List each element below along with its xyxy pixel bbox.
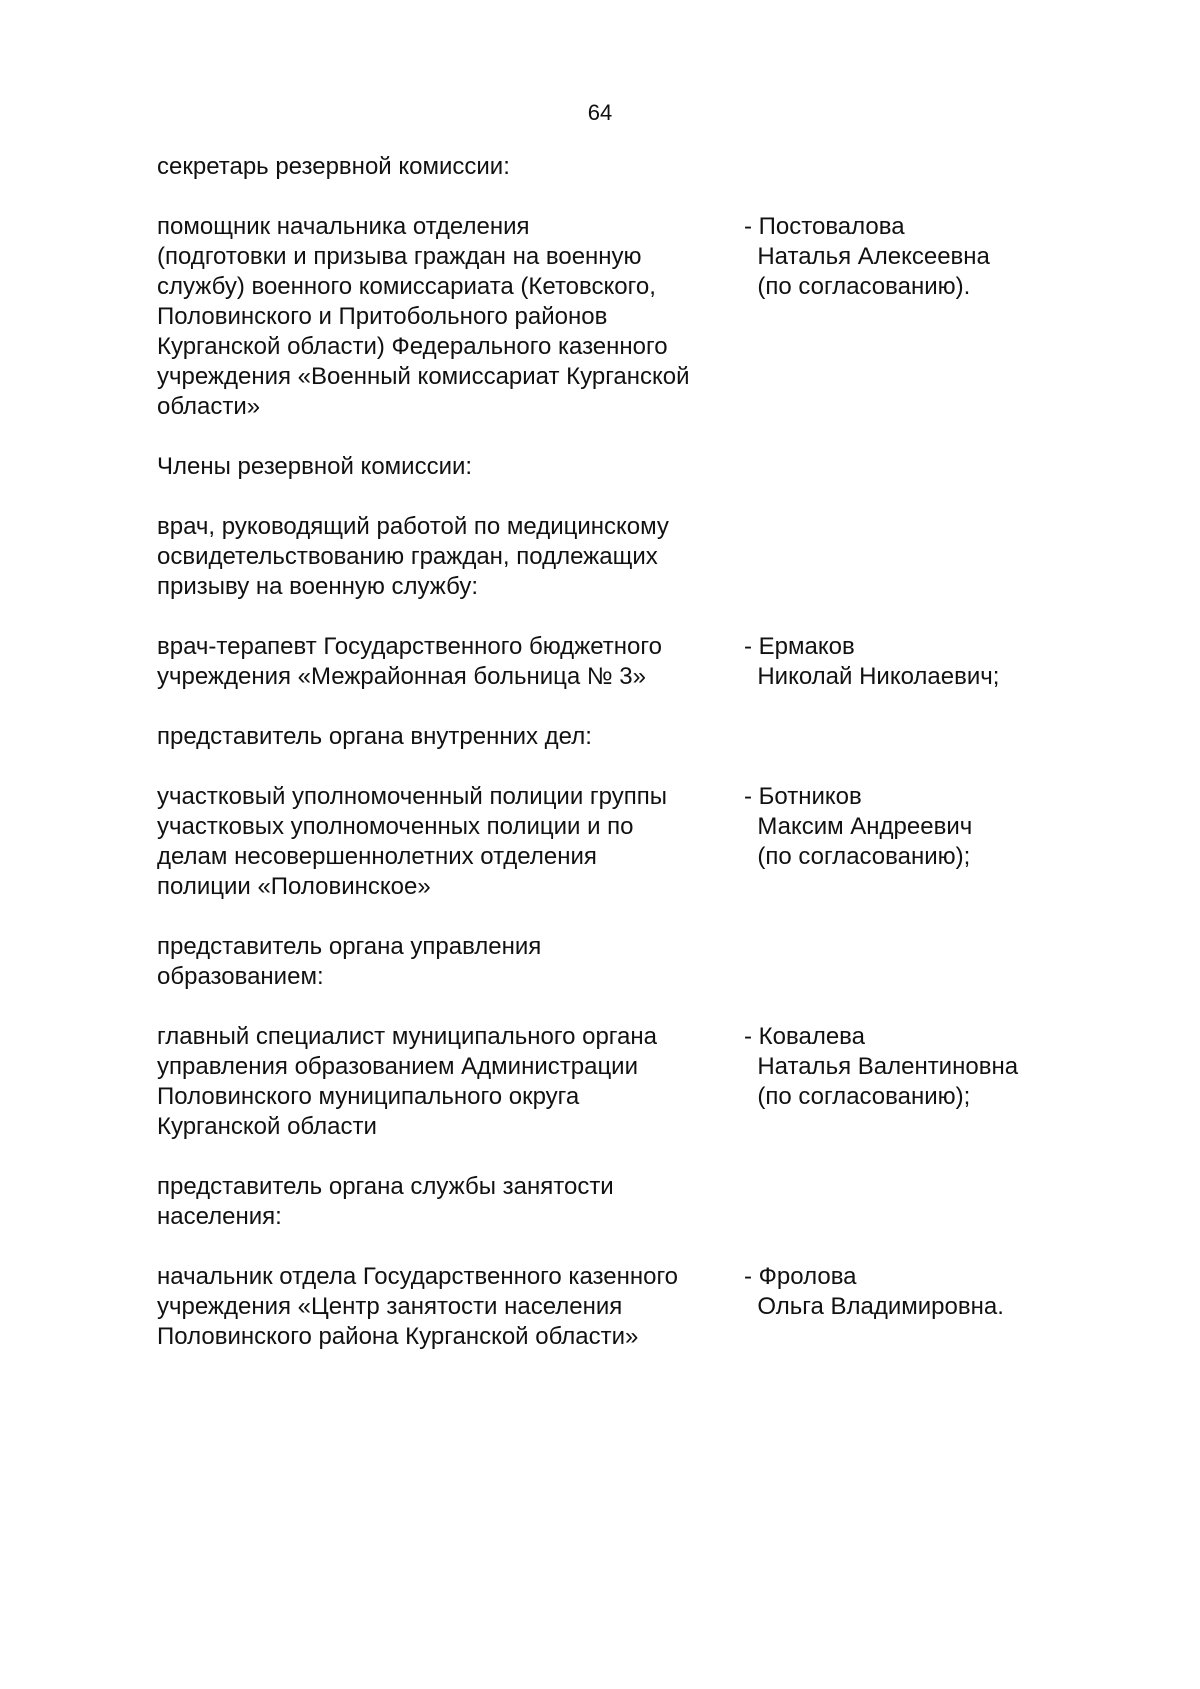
section-heading-education [157,932,757,992]
text-line: (по согласованию); [744,1083,971,1110]
text-line: Наталья Валентиновна [744,1053,1019,1080]
text-line: населения: [157,1203,282,1230]
member-row-employment [157,1262,1097,1352]
text-line: (по согласованию); [744,843,971,870]
text-line: управления образованием Администрации [157,1053,638,1080]
position-description [157,632,744,692]
person-name [744,1262,1097,1322]
text-line: учреждения «Межрайонная больница № 3» [157,663,646,690]
text-line: - Ботников [744,783,862,810]
text-line: участковый уполномоченный полиции группы [157,783,667,810]
text-line: врач, руководящий работой по медицинскому [157,513,669,540]
member-row-education [157,1022,1097,1142]
text-line: образованием: [157,963,324,990]
text-line: освидетельствованию граждан, подлежащих [157,543,658,570]
text-line: службу) военного комиссариата (Кетовского, [157,273,656,300]
text-line: помощник начальника отделения [157,213,530,240]
member-row-police [157,782,1097,902]
text-line: Половинского муниципального округа [157,1083,580,1110]
section-heading-police [157,722,757,752]
section-heading-secretary [157,152,757,182]
person-name [744,212,1097,302]
text-line: учреждения «Военный комиссариат Курганской [157,363,690,390]
section-heading-employment [157,1172,757,1232]
text-line: - Ермаков [744,633,855,660]
text-line: начальник отдела Государственного казенного [157,1263,679,1290]
text-line: Наталья Алексеевна [744,243,990,270]
text-line: участковых уполномоченных полиции и по [157,813,634,840]
text-line: врач-терапевт Государственного бюджетного [157,633,662,660]
position-description [157,782,744,902]
person-name [744,1022,1097,1112]
text-line: - Фролова [744,1263,857,1290]
text-line: Половинского района Курганской области» [157,1323,639,1350]
position-description [157,1262,744,1352]
section-heading-doctor [157,512,757,602]
text-line: Николай Николаевич; [744,663,1000,690]
text-line: Курганской области) Федерального казенного [157,333,668,360]
text-line: Половинского и Притобольного районов [157,303,608,330]
text-line: полиции «Половинское» [157,873,431,900]
member-row-secretary [157,212,1097,422]
position-description [157,1022,744,1142]
text-line: призыву на военную службу: [157,573,478,600]
text-line: представитель органа управления [157,933,542,960]
text-line: представитель органа внутренних дел: [157,723,592,750]
position-description [157,212,744,422]
text-line: учреждения «Центр занятости населения [157,1293,623,1320]
document-body [157,152,1097,1352]
text-line: области» [157,393,261,420]
text-line: Члены резервной комиссии: [157,453,473,480]
text-line: (подготовки и призыва граждан на военную [157,243,642,270]
text-line: - Ковалева [744,1023,865,1050]
text-line: Курганской области [157,1113,377,1140]
member-row-doctor [157,632,1097,692]
text-line: главный специалист муниципального органа [157,1023,657,1050]
text-line: секретарь резервной комиссии: [157,153,510,180]
text-line: представитель органа службы занятости [157,1173,614,1200]
text-line: Ольга Владимировна. [744,1293,1004,1320]
text-line: Максим Андреевич [744,813,973,840]
section-heading-members [157,452,757,482]
person-name [744,632,1097,692]
text-line: - Постовалова [744,213,905,240]
person-name [744,782,1097,872]
text-line: делам несовершеннолетних отделения [157,843,597,870]
text-line: (по согласованию). [744,273,971,300]
page-number: 64 [587,100,613,125]
